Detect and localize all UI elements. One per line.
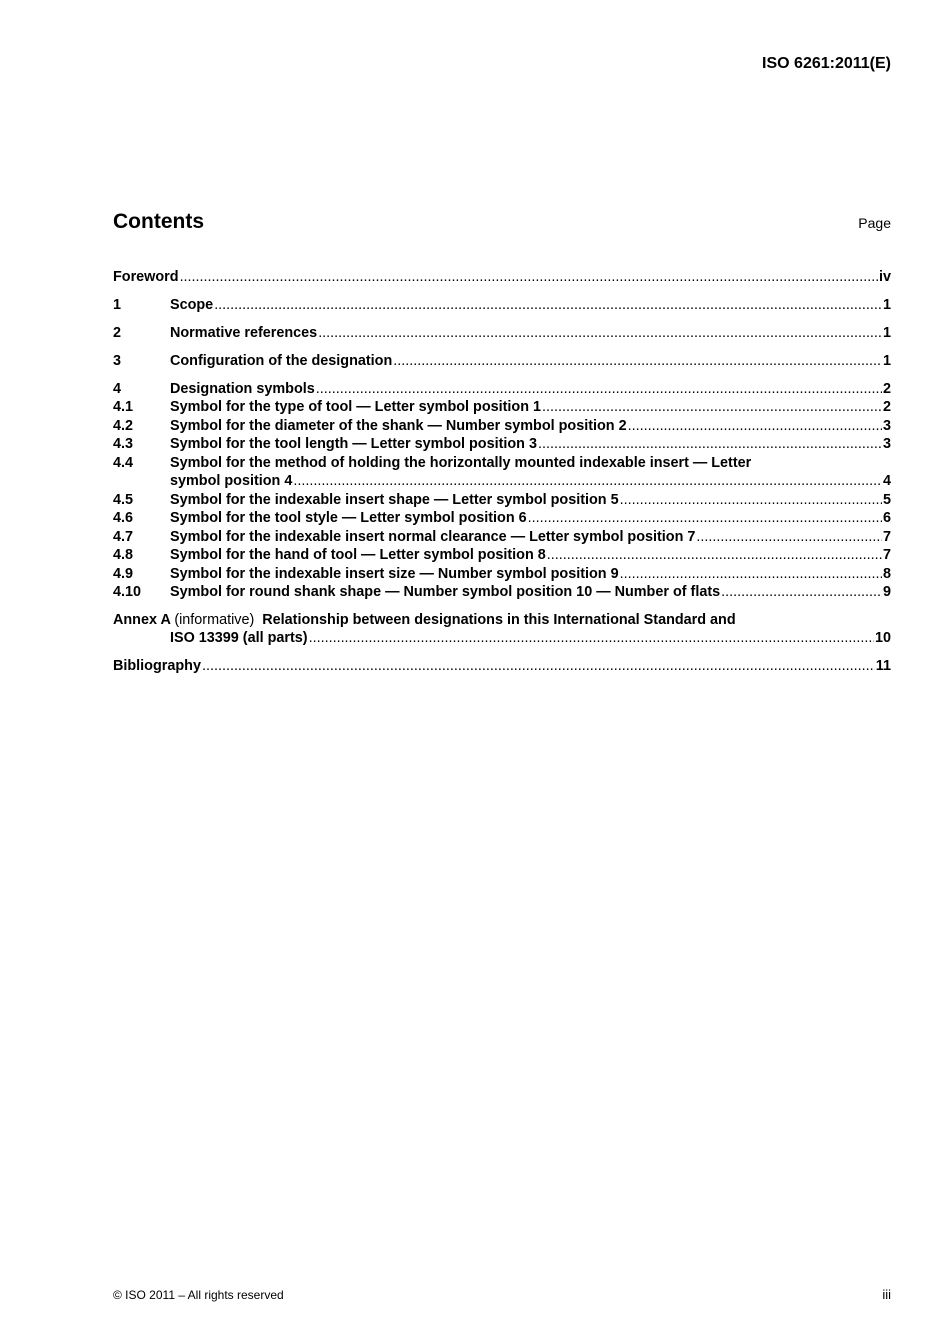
page-column-label: Page: [858, 215, 891, 231]
toc-entry-label: Configuration of the designation: [170, 352, 393, 369]
dot-leader: [696, 528, 882, 547]
toc-entry-4-9[interactable]: [113, 565, 891, 584]
toc-entry-page: 1: [882, 352, 891, 369]
dot-leader: [202, 657, 875, 676]
dot-leader: [538, 435, 882, 454]
annex-type: (informative): [174, 611, 255, 628]
toc-entry-page: 8: [882, 565, 891, 582]
toc-entry-page: 3: [882, 417, 891, 434]
toc-entry-number: 3: [113, 352, 122, 369]
dot-leader: [620, 491, 882, 510]
toc-entry-page: 5: [882, 491, 891, 508]
dot-leader: [393, 352, 882, 371]
toc-entry-label: Symbol for the type of tool — Letter symbol position 1: [170, 399, 541, 416]
dot-leader: [721, 583, 882, 602]
toc-entry-label: Foreword: [113, 269, 179, 285]
toc-entry-page: 3: [882, 436, 891, 453]
toc-entry-page: 4: [882, 473, 891, 490]
toc-entry-page: 2: [882, 380, 891, 397]
toc-entry-foreword[interactable]: [113, 268, 891, 287]
toc-entry-4-8[interactable]: [113, 546, 891, 565]
toc-entry-label: Symbol for round shank shape — Number symbol position 10 — Number of flats: [170, 584, 721, 601]
toc-entry-page: 2: [882, 399, 891, 416]
toc-entry-page: 11: [875, 658, 891, 675]
contents-heading-row: [113, 210, 891, 234]
toc-entry-number: 4: [113, 380, 122, 397]
toc-entry-label-continued: ISO 13399 (all parts): [170, 630, 308, 647]
toc-entry-label: Symbol for the indexable insert shape — Letter symbol position 5: [170, 491, 619, 508]
dot-leader: [318, 324, 882, 343]
toc-entry-label: Symbol for the indexable insert normal clearance — Letter symbol position 7: [170, 528, 696, 545]
toc-entry-4-2[interactable]: [113, 417, 891, 436]
toc-entry-annex-a[interactable]: [113, 611, 891, 648]
toc-entry-page: 10: [874, 630, 891, 647]
dot-leader: [547, 546, 882, 565]
toc-entry-label: Symbol for the indexable insert size — Number symbol position 9: [170, 565, 619, 582]
toc-entry-label: Relationship between designations in this International Standard and: [262, 611, 736, 628]
toc-entry-number: 4.8: [113, 547, 134, 564]
toc-entry-number: 4.3: [113, 436, 134, 453]
toc-entry-label: Scope: [170, 296, 214, 313]
toc-entry-number: 4.4: [113, 454, 134, 471]
toc-entry-3[interactable]: [113, 352, 891, 371]
toc-entry-label: Designation symbols: [170, 380, 315, 397]
toc-entry-label: Symbol for the diameter of the shank — Number symbol position 2: [170, 417, 627, 434]
toc-entry-page: 1: [882, 324, 891, 341]
toc-entry-page: 9: [882, 584, 891, 601]
toc-entry-4[interactable]: [113, 380, 891, 399]
toc-entry-4-7[interactable]: [113, 528, 891, 547]
dot-leader: [309, 629, 874, 648]
toc-entry-number: 4.5: [113, 491, 134, 508]
page-title: Contents: [113, 210, 204, 233]
dot-leader: [214, 296, 882, 315]
dot-leader: [293, 472, 882, 491]
toc-entry-label: Symbol for the method of holding the horizontally mounted indexable insert — Letter: [170, 454, 752, 471]
toc-entry-4-6[interactable]: [113, 509, 891, 528]
toc-entry-number: 4.7: [113, 528, 134, 545]
dot-leader: [620, 565, 882, 584]
toc-entry-number: 4.9: [113, 565, 134, 582]
document-id: ISO 6261:2011(E): [762, 55, 891, 72]
dot-leader: [180, 268, 878, 287]
toc-entry-1[interactable]: [113, 296, 891, 315]
toc-entry-number: 4.2: [113, 417, 134, 434]
toc-entry-label: Symbol for the tool length — Letter symbol position 3: [170, 436, 537, 453]
table-of-contents: [113, 268, 891, 676]
toc-entry-page: 7: [882, 528, 891, 545]
toc-entry-number: 4.1: [113, 399, 134, 416]
page-number: iii: [882, 1287, 891, 1302]
toc-entry-number: 1: [113, 296, 122, 313]
dot-leader: [628, 417, 882, 436]
dot-leader: [316, 380, 882, 399]
dot-leader: [542, 398, 882, 417]
toc-entry-label: Symbol for the hand of tool — Letter symbol position 8: [170, 547, 546, 564]
dot-leader: [528, 509, 882, 528]
toc-entry-4-4[interactable]: [113, 454, 891, 491]
toc-entry-label-continued: symbol position 4: [170, 473, 293, 490]
toc-entry-label: Normative references: [170, 324, 318, 341]
toc-entry-label: Symbol for the tool style — Letter symbol position 6: [170, 510, 527, 527]
annex-prefix: Annex A: [113, 611, 171, 628]
toc-entry-4-5[interactable]: [113, 491, 891, 510]
toc-entry-bibliography[interactable]: [113, 657, 891, 676]
toc-entry-number: 4.10: [113, 584, 142, 601]
toc-entry-4-10[interactable]: [113, 583, 891, 602]
toc-entry-page: 1: [882, 296, 891, 313]
toc-entry-page: 6: [882, 510, 891, 527]
toc-entry-page: iv: [878, 269, 891, 285]
toc-entry-4-1[interactable]: [113, 398, 891, 417]
toc-entry-4-3[interactable]: [113, 435, 891, 454]
toc-entry-number: 2: [113, 324, 122, 341]
copyright-notice: © ISO 2011 – All rights reserved: [113, 1288, 284, 1302]
toc-entry-label: Bibliography: [113, 658, 201, 675]
toc-entry-number: 4.6: [113, 510, 134, 527]
toc-entry-page: 7: [882, 547, 891, 564]
toc-entry-2[interactable]: [113, 324, 891, 343]
